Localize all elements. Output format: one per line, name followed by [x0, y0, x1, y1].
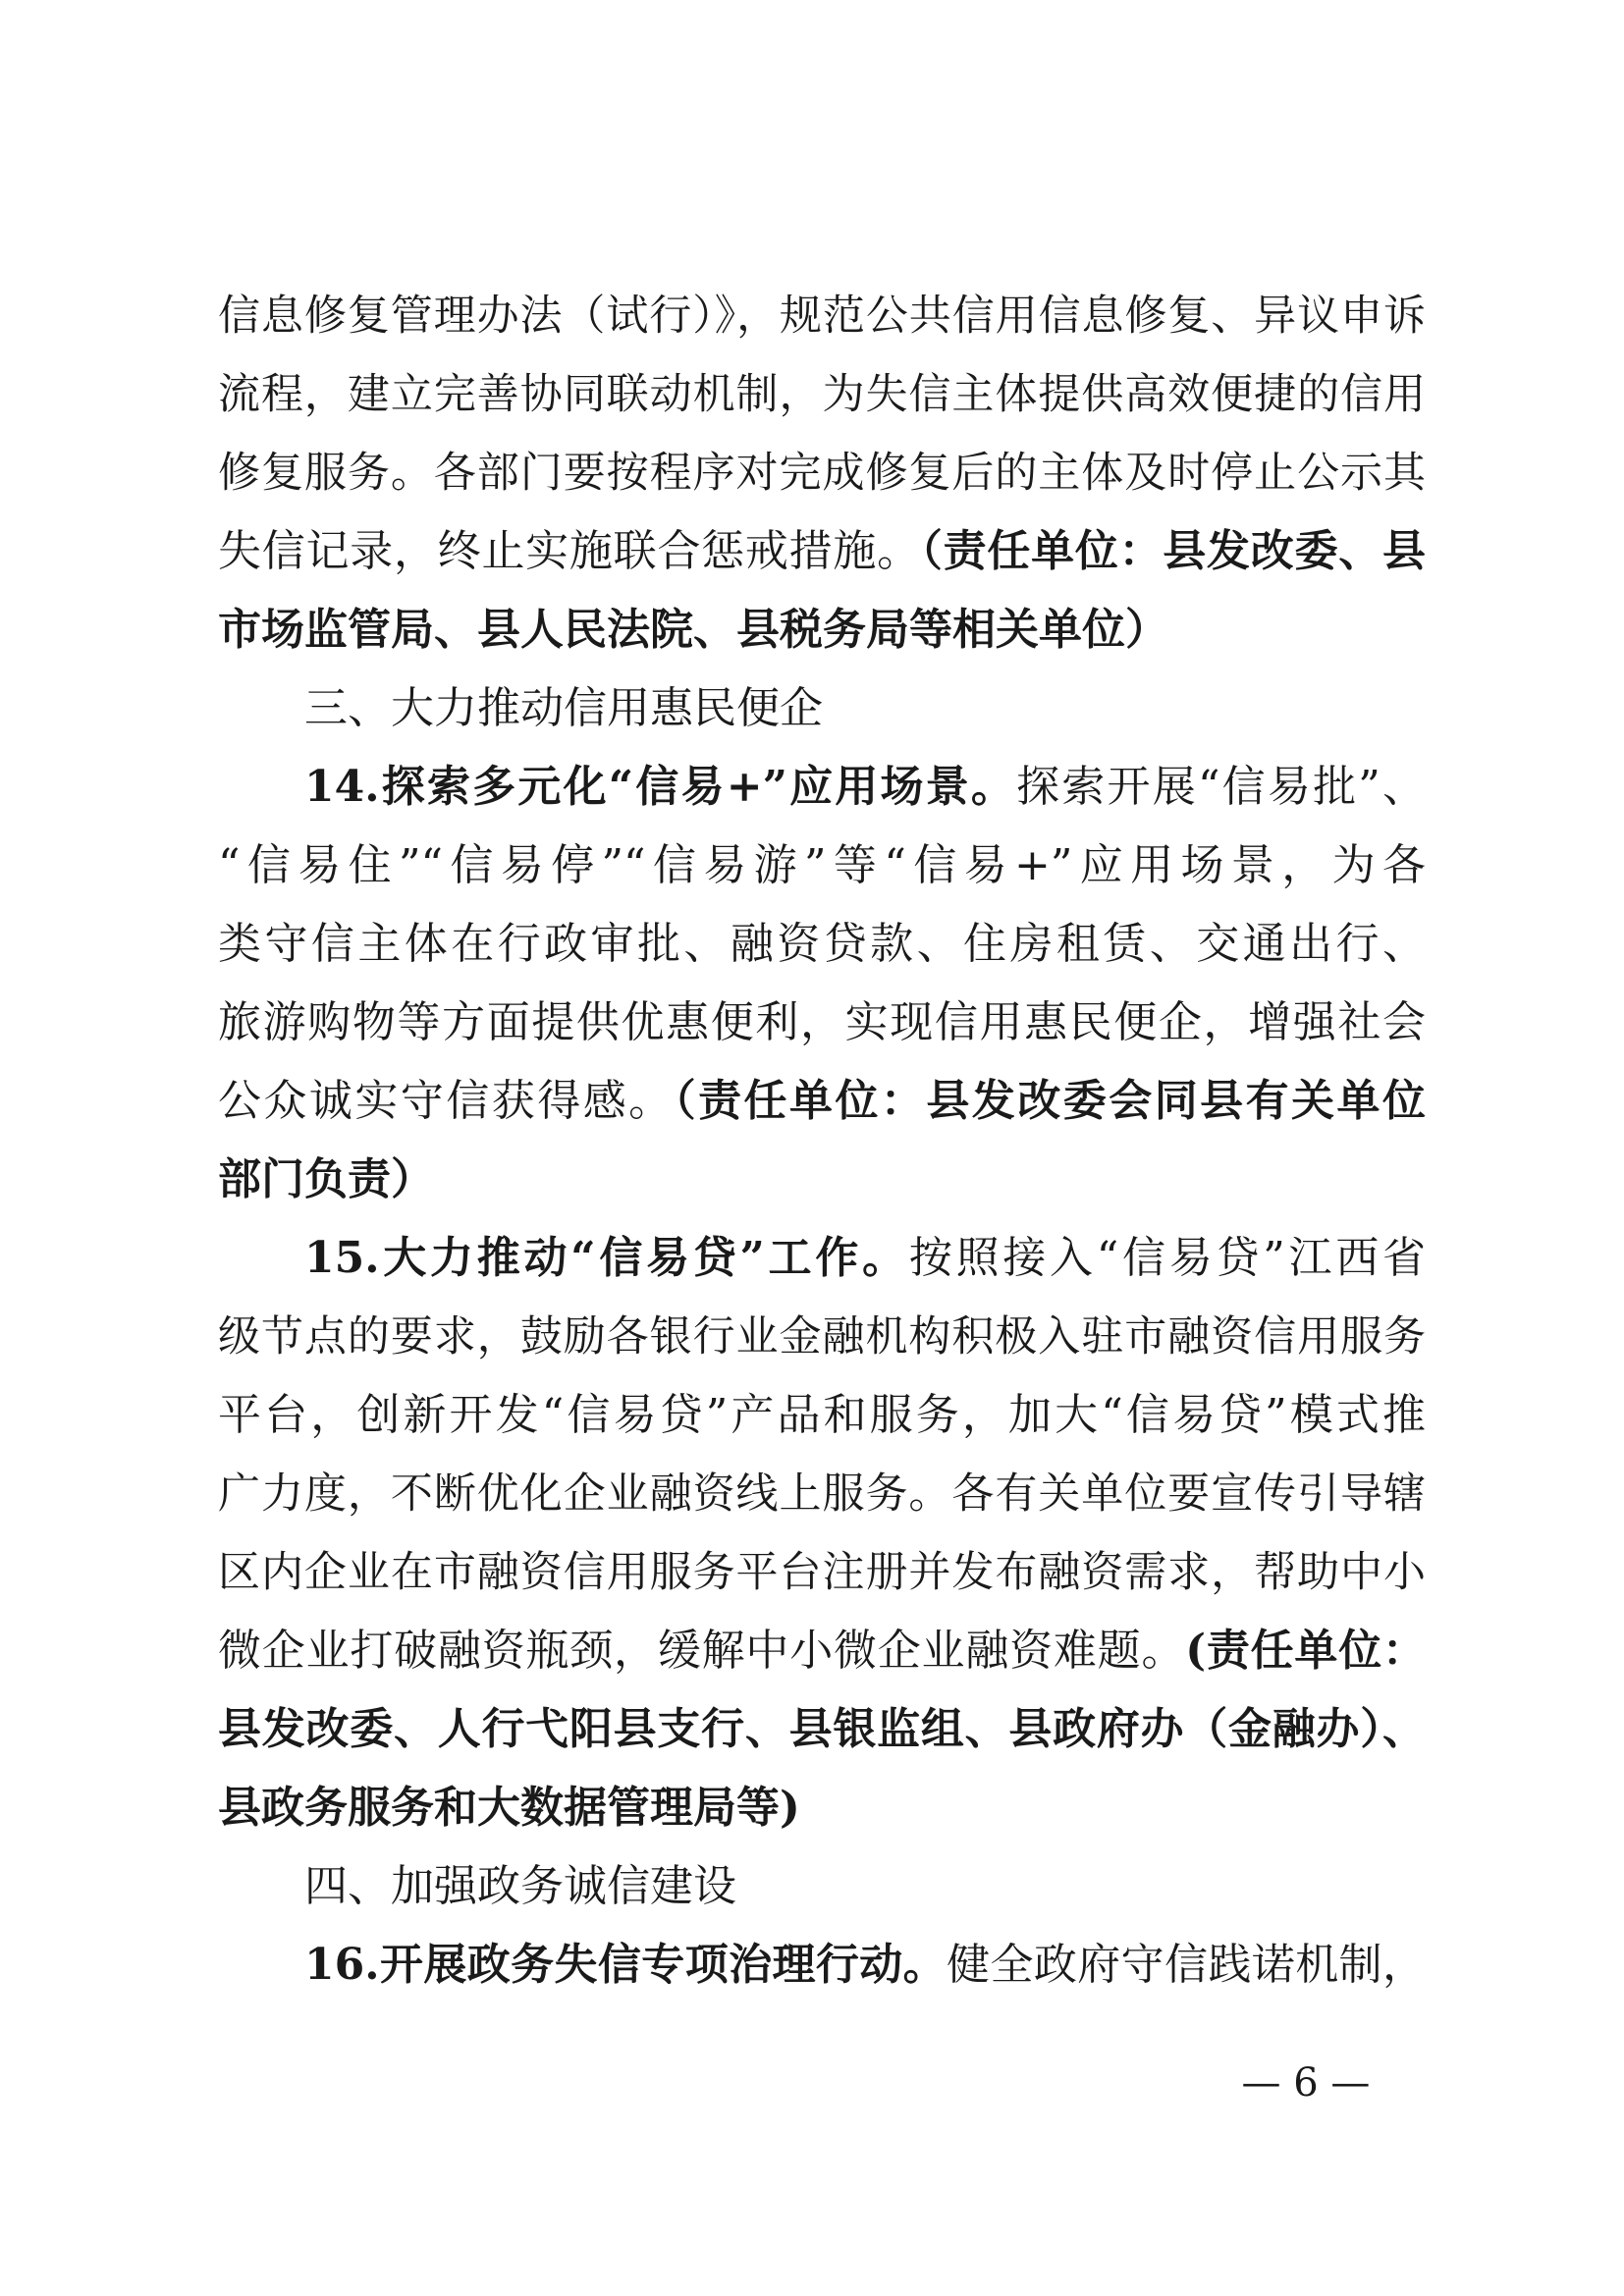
- text-segment: 广力度，不断优化企业融资线上服务。各有关单位要宣传引导辖: [218, 1469, 1426, 1519]
- body-text-line: [218, 1533, 1426, 1612]
- responsibility-note: （责任单位：县发改委、县: [920, 526, 1427, 576]
- text-segment: 级节点的要求，鼓励各银行业金融机构积极入驻市融资信用服务: [218, 1312, 1426, 1362]
- text-segment: 按照接入“信易贷”江西省: [908, 1233, 1426, 1283]
- body-text-line: [218, 1376, 1426, 1455]
- text-segment: 类守信主体在行政审批、融资贷款、住房租赁、交通出行、: [218, 919, 1426, 969]
- body-text-line: [218, 1455, 1426, 1533]
- text-segment: 失信记录，终止实施联合惩戒措施。: [218, 526, 921, 576]
- responsibility-note: 县政务服务和大数据管理局等): [218, 1783, 800, 1833]
- item-title: 16.开展政务失信专项治理行动。: [304, 1940, 947, 1990]
- section-heading-text: 四、加强政务诚信建设: [304, 1861, 736, 1911]
- responsibility-note: 市场监管局、县人民法院、县税务局等相关单位）: [218, 605, 1168, 655]
- responsibility-note: 县发改委、人行弋阳县支行、县银监组、县政府办（金融办）、: [218, 1704, 1426, 1754]
- body-text-line: [218, 1612, 1426, 1690]
- item-title: 15.大力推动“信易贷”工作。: [304, 1233, 909, 1283]
- section-heading: [304, 669, 1426, 748]
- body-text-line: [218, 512, 1426, 591]
- body-text-line: [218, 1141, 1426, 1219]
- section-heading: [304, 1847, 1426, 1926]
- responsibility-note: (责任单位：: [1185, 1626, 1426, 1676]
- item-heading-line: [304, 748, 1426, 827]
- text-segment: 区内企业在市融资信用服务平台注册并发布融资需求，帮助中小: [218, 1548, 1426, 1597]
- page-number: — 6 —: [1241, 2060, 1371, 2106]
- body-text-line: [218, 1769, 1426, 1847]
- body-text-line: [218, 827, 1426, 905]
- body-text-line: [218, 355, 1426, 434]
- body-text-line: [218, 1690, 1426, 1769]
- text-segment: 微企业打破融资瓶颈，缓解中小微企业融资难题。: [218, 1626, 1186, 1676]
- text-segment: 平台，创新开发“信易贷”产品和服务，加大“信易贷”模式推: [218, 1390, 1426, 1440]
- item-heading-line: [304, 1219, 1426, 1298]
- responsibility-note: 部门负责）: [218, 1154, 434, 1204]
- text-segment: 健全政府守信践诺机制，: [947, 1940, 1426, 1990]
- responsibility-note: （责任单位：县发改委会同县有关单位: [674, 1076, 1427, 1126]
- text-segment: 修复服务。各部门要按程序对完成修复后的主体及时停止公示其: [218, 449, 1426, 498]
- body-text-line: [218, 905, 1426, 984]
- body-text-line: [218, 984, 1426, 1062]
- text-segment: 旅游购物等方面提供优惠便利，实现信用惠民便企，增强社会: [218, 997, 1426, 1047]
- text-segment: 公众诚实守信获得感。: [218, 1076, 675, 1126]
- text-segment: “信易住”“信易停”“信易游”等“信易+”应用场景，为各: [218, 840, 1426, 890]
- body-text-line: [218, 434, 1426, 512]
- text-segment: 探索开展“信易批”、: [1016, 762, 1426, 812]
- section-heading-text: 三、大力推动信用惠民便企: [304, 683, 823, 733]
- body-text-line: [218, 1298, 1426, 1376]
- body-text-line: [218, 277, 1426, 355]
- body-text-line: [218, 1062, 1426, 1141]
- text-segment: 信息修复管理办法（试行）》，规范公共信用信息修复、异议申诉: [218, 292, 1426, 341]
- item-heading-line: [304, 1926, 1426, 2004]
- item-title: 14.探索多元化“信易+”应用场景。: [304, 762, 1017, 812]
- text-segment: 流程，建立完善协同联动机制，为失信主体提供高效便捷的信用: [218, 370, 1426, 419]
- body-text-line: [218, 591, 1426, 669]
